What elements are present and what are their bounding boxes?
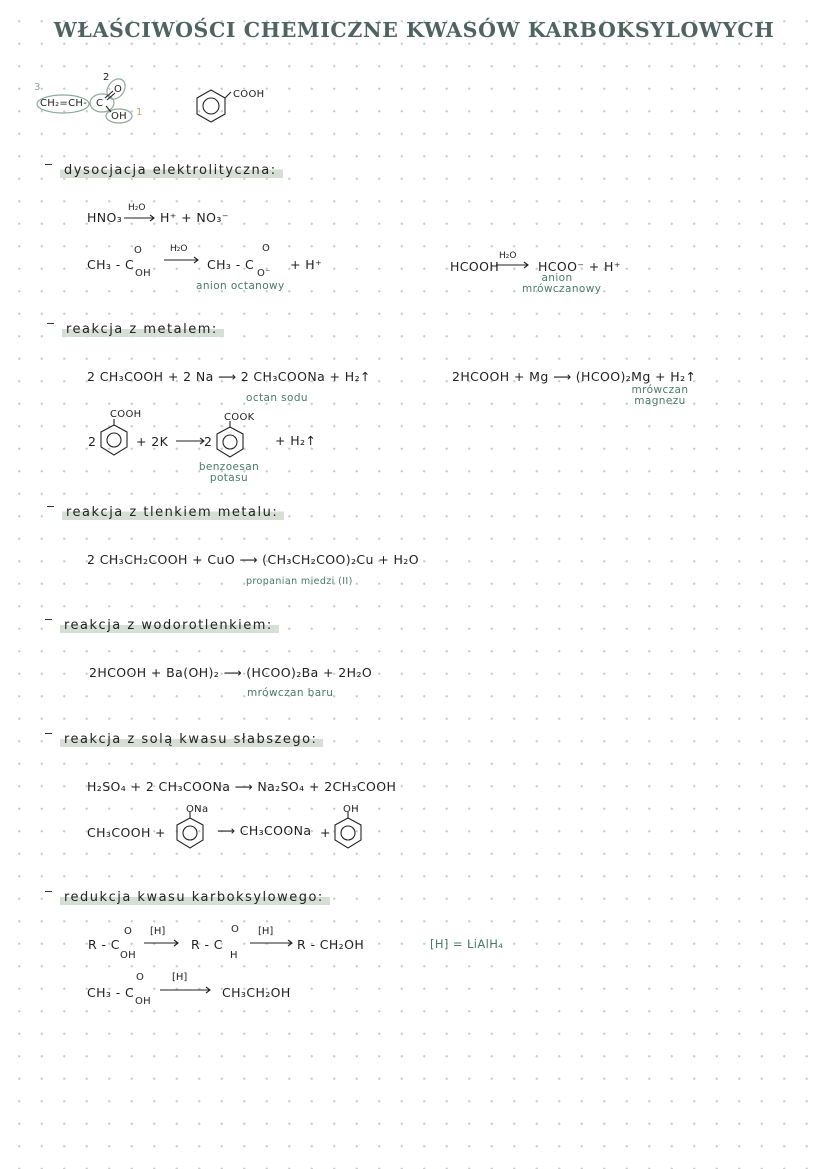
arrow-label-h2o-3: H₂O: [499, 251, 517, 261]
arrow-label-h2o-2: H₂O: [170, 244, 188, 254]
acetate-o: O: [262, 243, 271, 254]
proton: + H⁺: [290, 257, 323, 272]
product-name-copper-propanoate: propanian miedzi (II): [246, 576, 353, 587]
carbon-number-2: 2: [103, 72, 110, 83]
benzene-ring-icon: [332, 815, 364, 851]
product-name-potassium-benzoate: benzoesan potasu: [198, 461, 260, 484]
reductant-definition: [H] = LiAlH₄: [430, 937, 504, 951]
coefficient-2: 2: [88, 434, 97, 449]
section-heading-metal-oxide: reakcja z tlenkiem metalu:: [62, 505, 284, 520]
equation-formic-magnesium: 2HCOOH + Mg ⟶ (HCOO)₂Mg + H₂↑: [452, 369, 697, 384]
acetate-anion-name: anion octanowy: [196, 280, 285, 292]
hno3-reactant: HNO₃: [87, 210, 123, 225]
benzoic-cooh-label: COOH: [233, 89, 265, 100]
page-title: WŁAŚCIWOŚCI CHEMICZNE KWASÓW KARBOKSYLOWYCH: [53, 18, 775, 42]
product-name-barium-formate: mrówczan baru: [247, 687, 334, 699]
equation-sulfuric-sodium-acetate: H₂SO₄ + 2 CH₃COONa ⟶ Na₂SO₄ + 2CH₃COOH: [87, 779, 397, 794]
alcohol-general: R - CH₂OH: [297, 937, 365, 952]
benzoic-cooh-top: COOH: [110, 409, 142, 420]
section-heading-metal: reakcja z metalem:: [62, 322, 224, 337]
plus-potassium: + 2K: [136, 434, 169, 449]
benzoate-cook-top: COOK: [224, 412, 255, 423]
r2-hydrogen: H: [230, 950, 238, 961]
phenoxide-ona-label: ONa: [186, 804, 209, 815]
acetic-oh: OH: [135, 268, 151, 279]
formate-products: HCOO⁻ + H⁺: [538, 259, 621, 274]
plus-sign-2: +: [320, 825, 331, 840]
r2-carbonyl-o: O: [231, 924, 240, 935]
reaction-arrow-icon: [496, 261, 530, 269]
benzene-ring-icon: [214, 424, 246, 460]
benzene-ring-icon: [174, 815, 206, 851]
section-heading-reduction: redukcja kwasu karboksylowego:: [60, 890, 330, 905]
product-name-sodium-acetate: octan sodu: [246, 392, 308, 404]
arrow-sodium-acetate: ⟶ CH₃COONa: [217, 823, 312, 838]
ethanol-product: CH₃CH₂OH: [222, 985, 291, 1000]
r1-carbonyl-o: O: [124, 926, 133, 937]
equation-propanoic-copper-oxide: 2 CH₃CH₂COOH + CuO ⟶ (CH₃CH₂COO)₂Cu + H₂O: [87, 552, 419, 567]
plus-hydrogen: + H₂↑: [275, 433, 317, 448]
reaction-arrow-icon: [176, 437, 206, 445]
carboxyl-carbon: C: [96, 98, 104, 109]
acetic-acid-reduction: CH₃ - C: [87, 985, 135, 1000]
ch2-group: CH₂=CH-: [40, 98, 88, 109]
hydroxyl-group: OH: [111, 111, 127, 122]
section-heading-weak-acid-salt: reakcja z solą kwasu słabszego:: [60, 732, 323, 747]
carbonyl-oxygen: O: [114, 84, 123, 95]
product-name-magnesium-formate: mrówczan magnezu: [631, 384, 689, 407]
arrow-label-reductant-2: [H]: [258, 926, 274, 937]
acetic-o: O: [134, 245, 143, 256]
carboxylic-acid-general: R - C: [88, 937, 120, 952]
r1-hydroxyl: OH: [120, 950, 136, 961]
formic-acid: HCOOH: [450, 259, 500, 274]
acetate-o-minus: O⁻: [257, 268, 271, 279]
arrow-label-h2o: H₂O: [128, 203, 146, 213]
benzene-ring-icon: [194, 88, 228, 124]
section-heading-hydroxide: reakcja z wodorotlenkiem:: [60, 618, 279, 633]
equation-formic-barium-hydroxide: 2HCOOH + Ba(OH)₂ ⟶ (HCOO)₂Ba + 2H₂O: [89, 665, 373, 680]
section-heading-dissociation: dysocjacja elektrolityczna:: [60, 163, 283, 178]
equation-acetic-sodium: 2 CH₃COOH + 2 Na ⟶ 2 CH₃COONa + H₂↑: [87, 369, 371, 384]
formate-anion-name: anion mrówczanowy: [522, 272, 602, 295]
plus-sign: +: [155, 825, 166, 840]
arrow-label-reductant-3: [H]: [172, 972, 188, 983]
a1-hydroxyl: OH: [135, 996, 151, 1007]
acetate-anion: CH₃ - C: [207, 257, 255, 272]
aldehyde-general: R - C: [191, 937, 223, 952]
phenol-oh-label: OH: [343, 804, 359, 815]
hno3-products: H⁺ + NO₃⁻: [160, 210, 229, 225]
arrow-label-reductant: [H]: [150, 926, 166, 937]
benzene-ring-icon: [98, 422, 130, 458]
carboxyl-bonds: [100, 88, 120, 114]
coefficient-2b: 2: [204, 434, 213, 449]
reaction-arrow-icon: [164, 256, 200, 264]
acetic-acid-reactant: CH₃COOH: [87, 825, 151, 840]
reaction-arrow-icon: [144, 939, 180, 947]
reaction-arrow-icon: [250, 939, 294, 947]
a1-carbonyl-o: O: [136, 972, 145, 983]
acetic-acid-left: CH₃ - C: [87, 257, 135, 272]
carbon-number-1: 1: [136, 107, 143, 118]
reaction-arrow-icon: [124, 214, 156, 222]
reaction-arrow-icon: [160, 986, 212, 994]
carbon-number-3: 3: [34, 82, 41, 93]
